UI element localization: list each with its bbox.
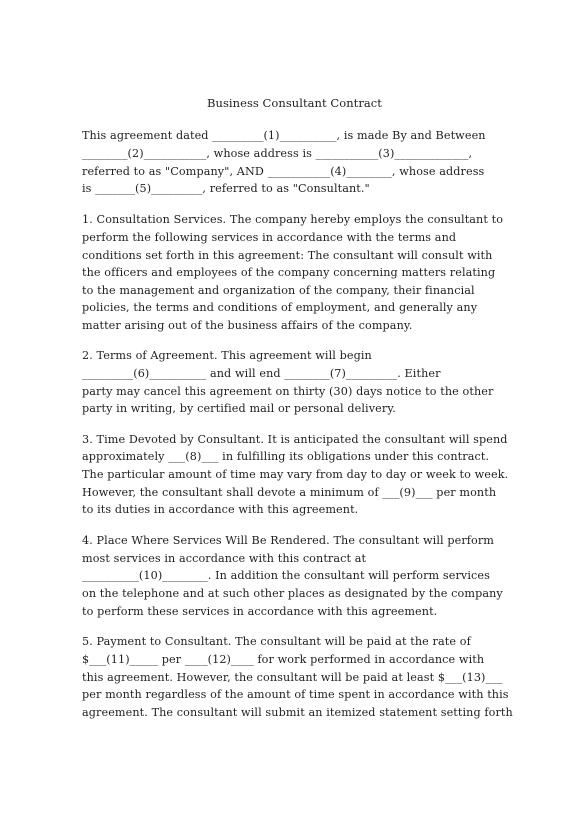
text-line: on the telephone and at such other places as designated by the company: [82, 587, 503, 600]
document-title: Business Consultant Contract: [207, 96, 382, 110]
text-line: $___(11)_____ per ____(12)____ for work performed in accordance with: [82, 653, 485, 666]
text-line: 1. Consultation Services. The company hereby employs the consultant to: [82, 213, 504, 226]
text-line: ________(2)___________, whose address is ___________(3)_____________,: [82, 147, 473, 160]
text-line: is _______(5)_________, referred to as "Consultant.": [82, 182, 370, 195]
text-line: 4. Place Where Services Will Be Rendered. The consultant will perform: [82, 534, 495, 547]
text-line: The particular amount of time may vary from day to day or week to week.: [82, 468, 509, 481]
text-line: This agreement dated _________(1)__________, is made By and Between: [82, 129, 486, 142]
text-line: to its duties in accordance with this agreement.: [82, 503, 359, 516]
text-line: per month regardless of the amount of time spent in accordance with this: [82, 688, 509, 701]
text-line: to the management and organization of the company, their financial: [82, 284, 475, 297]
text-line: referred to as "Company", AND ___________(4)________, whose address: [82, 165, 485, 178]
text-line: agreement. The consultant will submit an itemized statement setting forth: [82, 706, 513, 719]
text-line: However, the consultant shall devote a minimum of ___(9)___ per month: [82, 486, 497, 499]
text-line: perform the following services in accordance with the terms and: [82, 231, 457, 244]
text-line: policies, the terms and conditions of employment, and generally any: [82, 301, 478, 314]
text-line: most services in accordance with this contract at: [82, 552, 367, 565]
text-line: conditions set forth in this agreement: The consultant will consult with: [82, 249, 493, 262]
text-line: __________(10)________. In addition the consultant will perform services: [82, 569, 490, 582]
text-line: _________(6)__________ and will end ________(7)_________. Either: [82, 367, 441, 380]
text-line: party in writing, by certified mail or personal delivery.: [82, 402, 396, 415]
text-line: party may cancel this agreement on thirty (30) days notice to the other: [82, 385, 494, 398]
text-line: to perform these services in accordance with this agreement.: [82, 605, 438, 618]
text-line: approximately ___(8)___ in fulfilling its obligations under this contract.: [82, 450, 490, 463]
text-line: 5. Payment to Consultant. The consultant will be paid at the rate of: [82, 635, 471, 648]
text-line: this agreement. However, the consultant will be paid at least $___(13)___: [82, 671, 503, 684]
text-line: 3. Time Devoted by Consultant. It is anticipated the consultant will spend: [82, 433, 508, 446]
text-line: the officers and employees of the company concerning matters relating: [82, 266, 496, 279]
text-line: matter arising out of the business affairs of the company.: [82, 319, 413, 332]
text-line: 2. Terms of Agreement. This agreement will begin: [82, 349, 372, 362]
